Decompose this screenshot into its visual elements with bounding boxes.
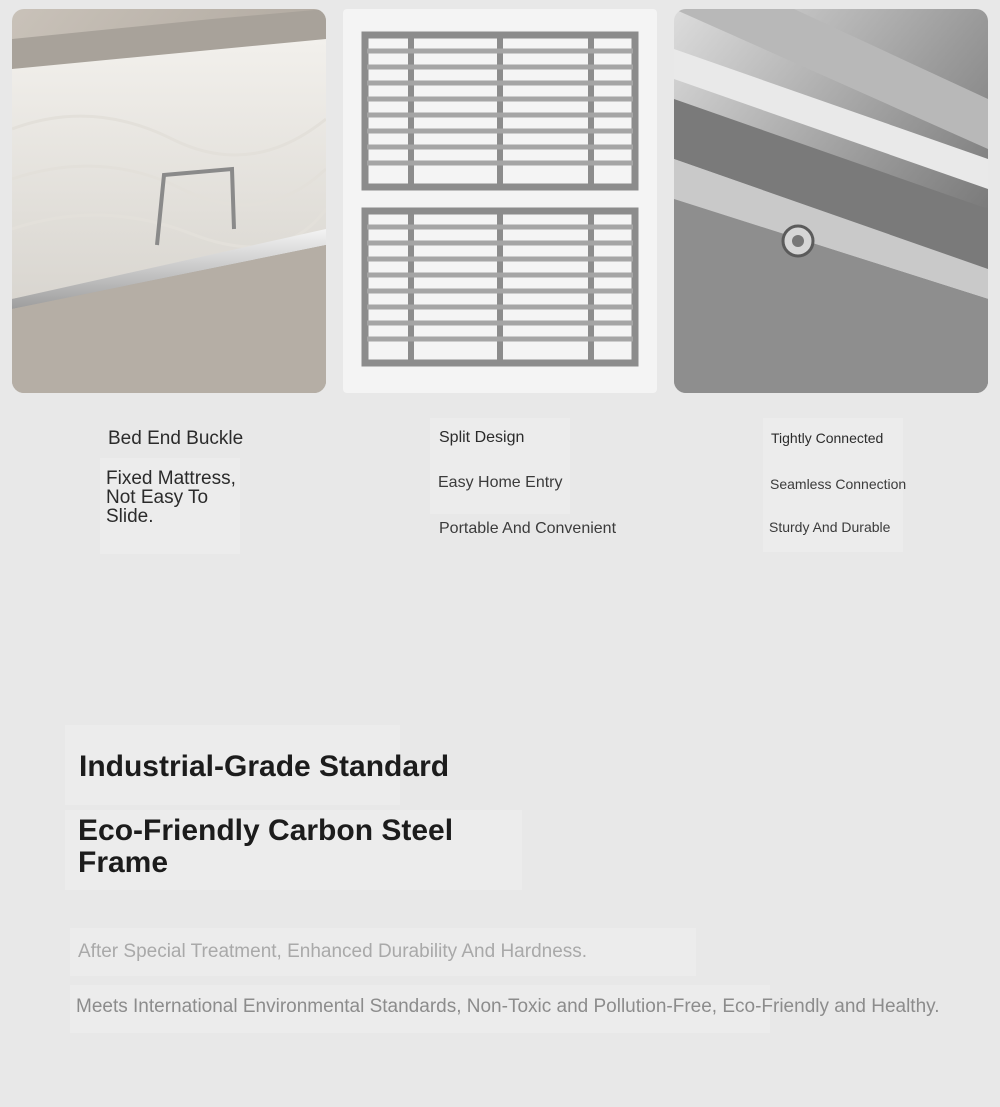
headline-carbon-steel-frame: Eco-Friendly Carbon Steel Frame — [78, 814, 454, 879]
split-design-line: Easy Home Entry — [438, 474, 563, 491]
split-design-line: Portable And Convenient — [439, 520, 617, 537]
tightly-connected-line: Sturdy And Durable — [769, 519, 891, 535]
bed-end-buckle-description: Fixed Mattress, Not Easy To Slide. — [106, 468, 236, 527]
tightly-connected-title: Tightly Connected — [771, 430, 884, 446]
split-design-photo — [343, 9, 657, 393]
tightly-connected-line: Seamless Connection — [770, 476, 907, 492]
bed-end-buckle-photo — [12, 9, 326, 393]
tightly-connected-photo — [674, 9, 988, 393]
headline-industrial-grade: Industrial-Grade Standard — [79, 750, 450, 783]
bed-end-buckle-title: Bed End Buckle — [108, 428, 244, 449]
environmental-paragraph: Meets International Environmental Standards, Non-Toxic and Pollution-Free, Eco-Friendly and Healthy. — [76, 996, 940, 1017]
split-design-title: Split Design — [439, 429, 525, 446]
durability-paragraph: After Special Treatment, Enhanced Durability And Hardness. — [78, 941, 588, 962]
